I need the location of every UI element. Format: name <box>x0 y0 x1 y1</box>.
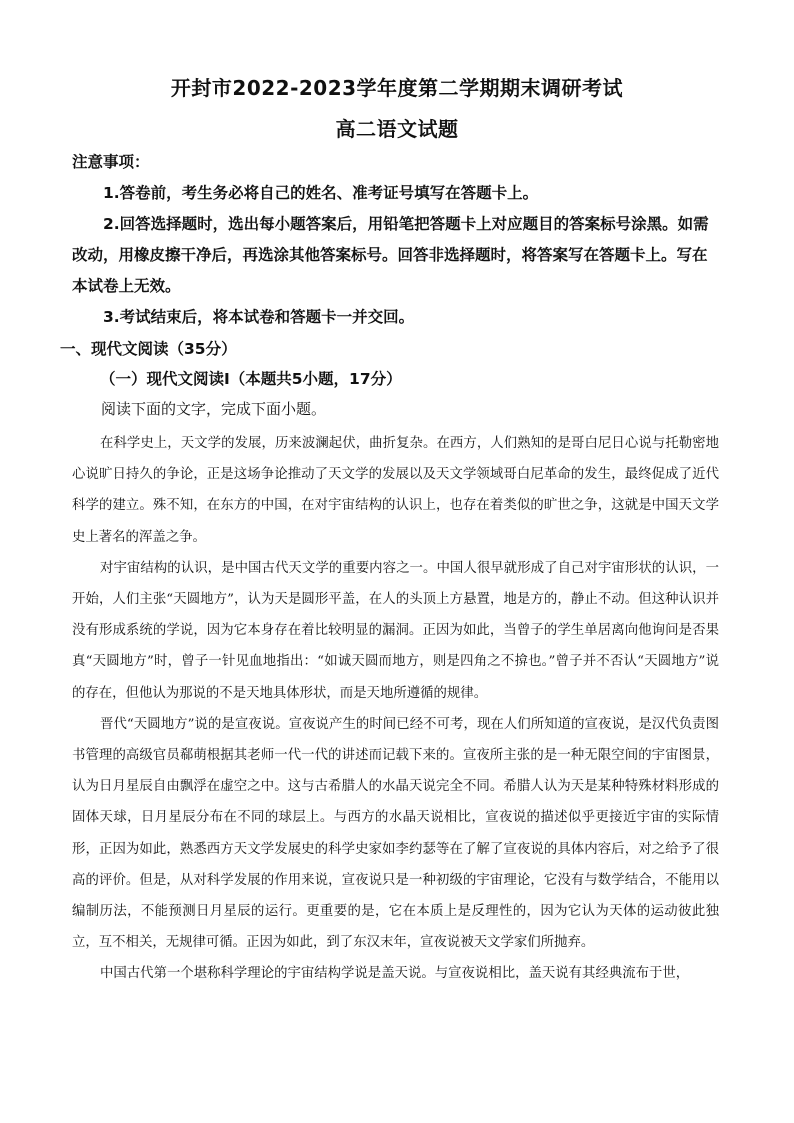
reading-passage <box>72 428 719 990</box>
notice-item-1: 1.答卷前，考生务必将自己的姓名、准考证号填写在答题卡上。 <box>103 184 539 202</box>
notice-item-3: 3.考试结束后，将本试卷和答题卡一并交回。 <box>103 308 415 326</box>
notice-item-2: 2.回答选择题时，选出每小题答案后，用铅笔把答题卡上对应题目的答案标号涂黑。如需改动，用橡皮擦干净后，再选涂其他答案标号。回答非选择题时，将答案写在答题卡上。写在本试卷上无效。 <box>72 215 709 295</box>
exam-subtitle: 高二语文试题 <box>335 117 459 141</box>
exam-title: 开封市2022-2023学年度第二学期期末调研考试 <box>170 76 624 100</box>
section-heading: 一、现代文阅读（35分） <box>60 340 237 358</box>
passage-paragraph-1: 在科学史上，天文学的发展，历来波澜起伏，曲折复杂。在西方，人们熟知的是哥白尼日心说与托勒密地心说旷日持久的争论，正是这场争论推动了天文学的发展以及天文学领域哥白尼革命的发生，最终促成了近代科学的建立。殊不知，在东方的中国，在对宇宙结构的认识上，也存在着类似的旷世之争，这就是中国天文学史上著名的浑盖之争。 <box>72 436 719 545</box>
reading-instruction: 阅读下面的文字，完成下面小题。 <box>101 400 327 418</box>
passage-paragraph-3: 晋代“天圆地方”说的是宣夜说。宣夜说产生的时间已经不可考，现在人们所知道的宣夜说，是汉代负责图书管理的高级官员郗萌根据其老师一代一代的讲述而记载下来的。宣夜所主张的是一种无限空间的宇宙图景，认为日月星辰自由飘浮在虚空之中。这与古希腊人的水晶天说完全不同。希腊人认为天是某种特殊材料形成的固体天球，日月星辰分布在不同的球层上。与西方的水晶天说相比，宣夜说的描述似乎更接近宇宙的实际情形，正因为如此，熟悉西方天文学发展史的科学史家如李约瑟等在了解了宣夜说的具体内容后，对之给予了很高的评价。但是，从对科学发展的作用来说，宣夜说只是一种初级的宇宙理论，它没有与数学结合，不能用以编制历法，不能预测日月星辰的运行。更重要的是，它在本质上是反理性的，因为它认为天体的运动彼此独立，互不相关，无规律可循。正因为如此，到了东汉末年，宣夜说被天文学家们所抛弃。 <box>72 716 719 951</box>
notice-heading: 注意事项： <box>72 153 150 171</box>
passage-paragraph-4: 中国古代第一个堪称科学理论的宇宙结构学说是盖天说。与宣夜说相比，盖天说有其经典流布于世， <box>100 966 690 982</box>
notice-block <box>72 147 722 333</box>
passage-paragraph-2: 对宇宙结构的认识，是中国古代天文学的重要内容之一。中国人很早就形成了自己对宇宙形状的认识，一开始，人们主张“天圆地方”，认为天是圆形平盖，在人的头顶上方悬置，地是方的，静止不动。但这种认识并没有形成系统的学说，因为它本身存在着比较明显的漏洞。正因为如此，当曾子的学生单居离向他询问是否果真“天圆地方”时，曾子一针见血地指出：“如诚天圆而地方，则是四角之不揜也。”曾子并不否认“天圆地方”说的存在，但他认为那说的不是天地具体形状，而是天地所遵循的规律。 <box>72 560 719 701</box>
subsection-heading: （一）现代文阅读Ⅰ（本题共5小题，17分） <box>100 370 402 388</box>
